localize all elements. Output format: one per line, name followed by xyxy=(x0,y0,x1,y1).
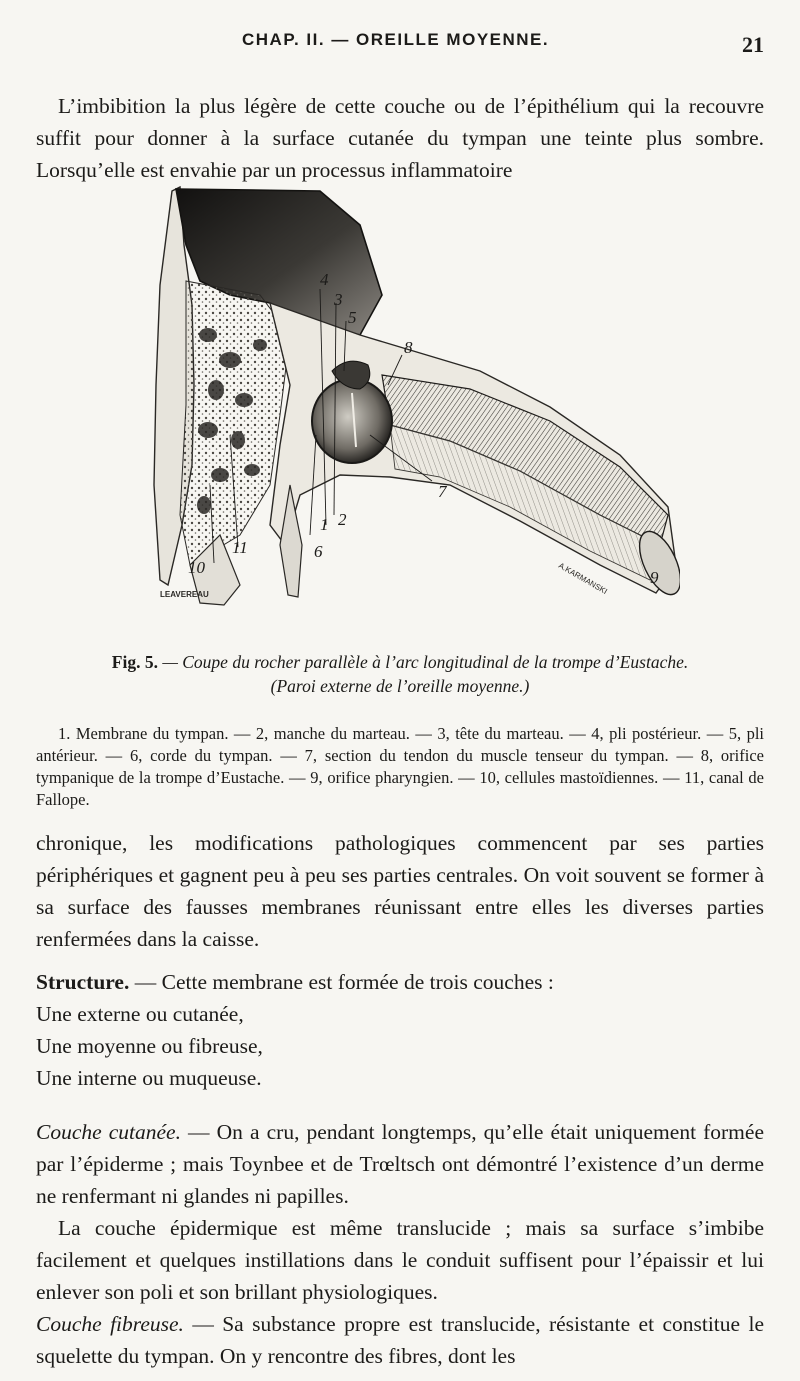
layer-item: Une moyenne ou fibreuse, xyxy=(36,1034,263,1058)
figure-label: 5 xyxy=(348,308,357,327)
structure-section xyxy=(36,966,764,1094)
running-title: CHAP. II. — OREILLE MOYENNE. xyxy=(242,30,550,49)
layer-item: Une externe ou cutanée, xyxy=(36,1002,244,1026)
running-head xyxy=(0,30,800,60)
couche-fibreuse-paragraph xyxy=(36,1308,764,1372)
continuation-paragraph: chronique, les modifications pathologiques commencent par ses parties périphériques et gagnent peu à peu ses parties centrales. On voit souvent se former à sa surface des fausses membranes réunissant entre elles les diverses parties renfermées dans la caisse. xyxy=(36,830,764,951)
figure-caption-line1: — Coupe du rocher parallèle à l’arc longitudinal de la trompe d’Eustache. xyxy=(162,652,689,672)
couche-fibreuse-heading: Couche fibreuse. xyxy=(36,1311,184,1336)
figure-label: 11 xyxy=(232,538,248,557)
epidermis-paragraph: La couche épidermique est même translucide ; mais sa surface s’imbibe facilement et quelques instillations dans le conduit suffisent pour l’épaissir et lui enlever son poli et son brillant physiologiques. xyxy=(36,1215,764,1304)
structure-intro-line xyxy=(36,966,764,998)
layer-item: Une interne ou muqueuse. xyxy=(36,1066,262,1090)
figure-label: 9 xyxy=(650,568,659,587)
figure-label: 3 xyxy=(334,290,343,309)
page-number: 21 xyxy=(742,32,764,57)
figure-label: 7 xyxy=(438,482,447,501)
couche-cutanee-text: — On a cru, pendant longtemps, qu’elle était uniquement formée par l’épiderme ; mais Toynbee et de Trœltsch ont démontré l’existence d’un derme ne renfermant ni glandes ni papilles. xyxy=(36,1119,764,1208)
figure-label: 8 xyxy=(404,338,413,357)
figure-label: 2 xyxy=(338,510,347,529)
engraver-signature-right: A.KARMANSKI xyxy=(557,560,609,597)
intro-paragraph: L’imbibition la plus légère de cette couche ou de l’épithélium qui la recouvre suffit pour donner à la surface cutanée du tympan une teinte plus sombre. Lorsqu’elle est envahie par un processus inflammatoire xyxy=(36,93,764,182)
figure-label: 1 xyxy=(320,515,329,534)
figure-legend: 1. Membrane du tympan. — 2, manche du marteau. — 3, tête du marteau. — 4, pli postérieur. — 5, pli antérieur. — 6, corde du tympan. — 7, section du tendon du muscle tenseur du tympan. — 8, orifice tympanique de la trompe d’Eustache. — 9, orifice pharyngien. — 10, cellules mastoïdiennes. — 11, canal de Fallope. xyxy=(36,723,764,809)
figure-label: 10 xyxy=(188,558,205,577)
couche-cutanee-paragraph xyxy=(36,1116,764,1212)
temporal-bone-engraving xyxy=(120,185,680,645)
structure-intro: — Cette membrane est formée de trois couches : xyxy=(129,970,554,994)
couche-fibreuse-text: — Sa substance propre est translucide, résistante et constitue le squelette du tympan. On y rencontre des fibres, dont les xyxy=(36,1311,764,1368)
figure-label: 4 xyxy=(320,270,329,289)
figure-caption-line2: (Paroi externe de l’oreille moyenne.) xyxy=(270,676,530,696)
structure-heading: Structure. xyxy=(36,970,130,994)
figure-label: 6 xyxy=(314,542,323,561)
anatomical-figure xyxy=(120,185,680,645)
couche-cutanee-heading: Couche cutanée. xyxy=(36,1119,181,1144)
figure-number: Fig. 5. xyxy=(111,652,158,672)
figure-caption xyxy=(36,650,764,698)
engraver-signature-left: LEAVEREAU xyxy=(160,590,209,599)
